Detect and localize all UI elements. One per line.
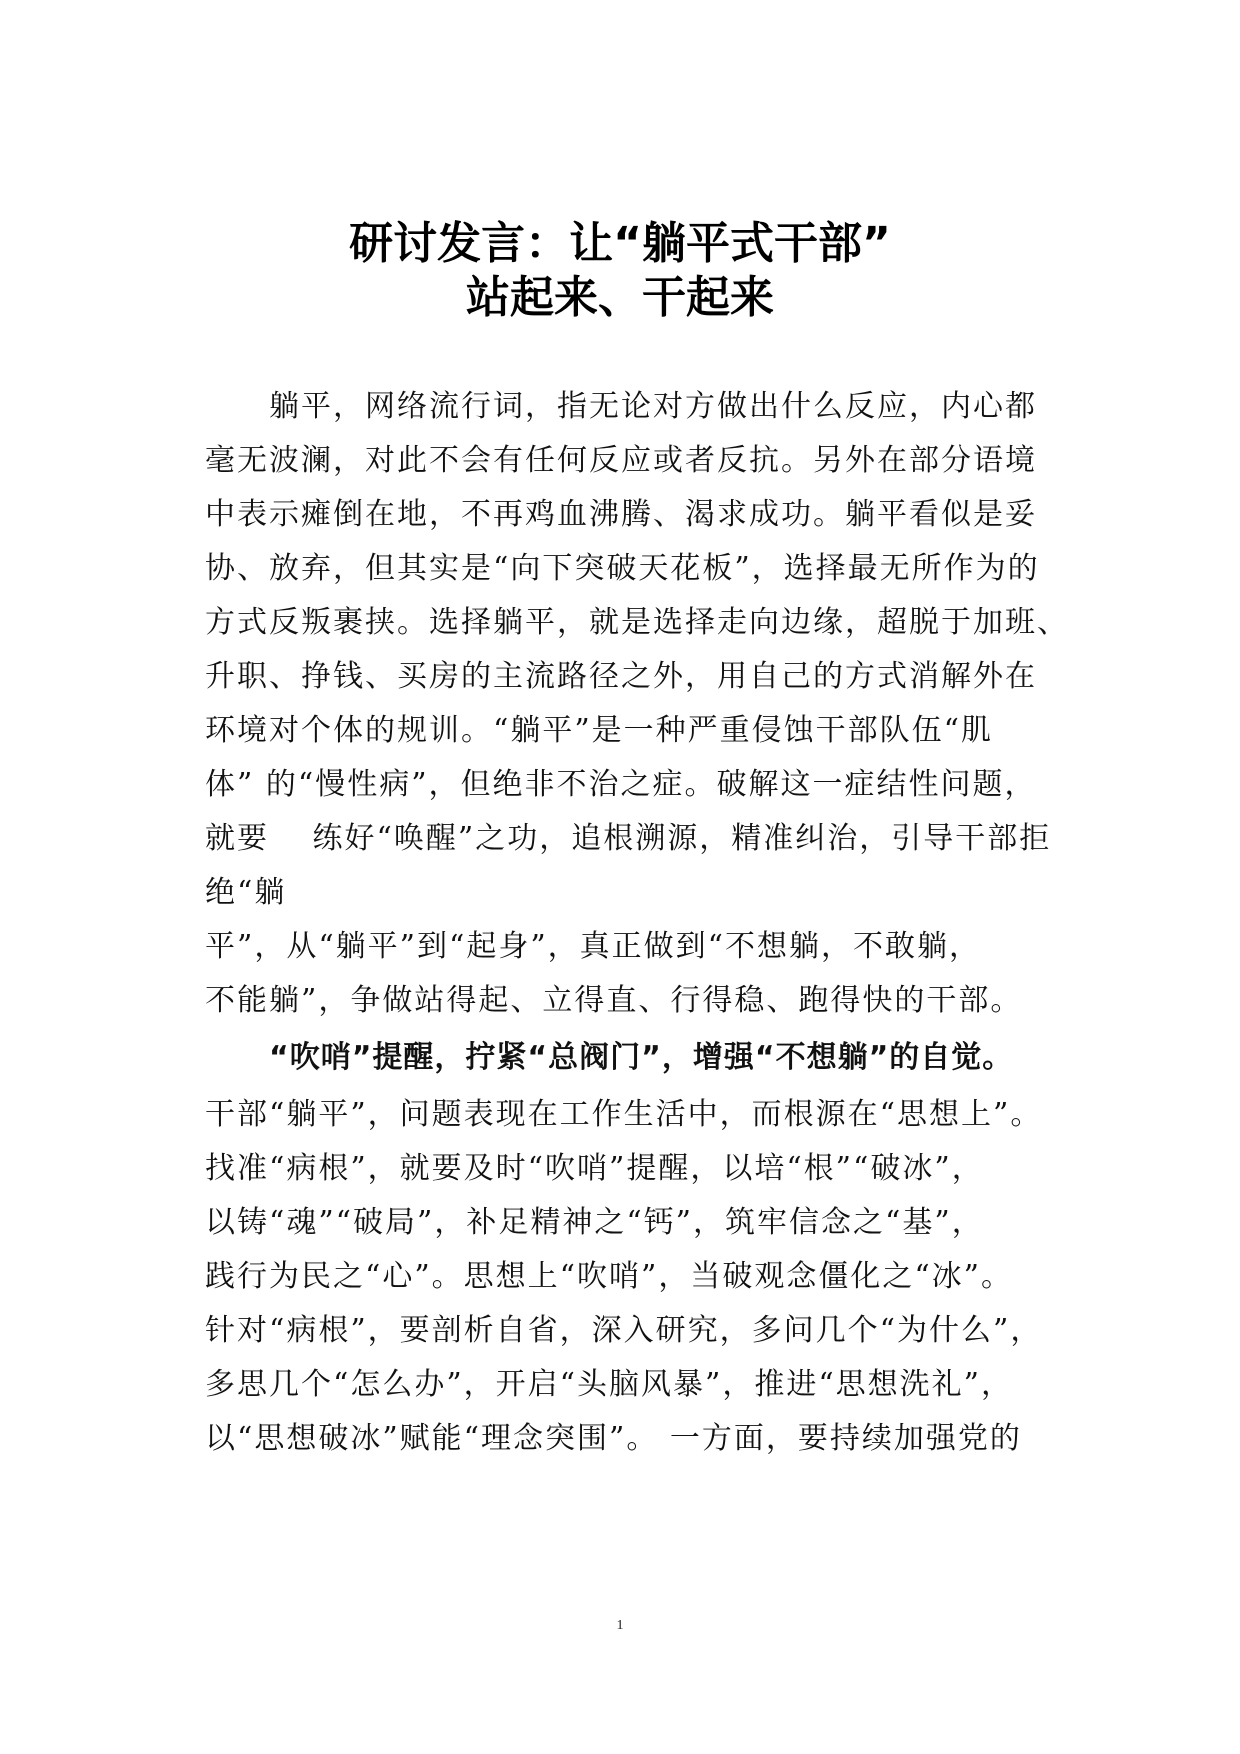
section-heading: “吹哨”提醒，拧紧“总阀门”，增强“不想躺”的自觉。 xyxy=(269,1040,1014,1075)
paragraph-line: 针对“病根”，要剖析自省，深入研究，多问几个“为什么”， xyxy=(205,1313,1043,1348)
paragraph-line: 以铸“魂”“破局”，补足精神之“钙”，筑牢信念之“基”， xyxy=(205,1205,984,1240)
paragraph-line: 找准“病根”，就要及时“吹哨”提醒，以培“根”“破冰”， xyxy=(205,1151,984,1186)
document-body xyxy=(205,380,1085,1466)
paragraph-line: 不能躺”，争做站得起、立得直、行得稳、跑得快的干部。 xyxy=(205,983,1023,1018)
paragraph-line: 躺平，网络流行词，指无论对方做出什么反应，内心都 xyxy=(269,389,1037,424)
paragraph-line: 协、放弃，但其实是“向下突破天花板”，选择最无所作为的 xyxy=(205,551,1040,586)
paragraph-line: 升职、挣钱、买房的主流路径之外，用自己的方式消解外在 xyxy=(205,659,1037,694)
paragraph-line: 绝“躺 xyxy=(205,875,287,910)
paragraph-line: 就要 练好“唤醒”之功，追根溯源，精准纠治，引导干部拒 xyxy=(205,821,1052,856)
paragraph-line: 以“思想破冰”赋能“理念突围”。 一方面，要持续加强党的 xyxy=(205,1421,1022,1456)
title-line-2: 站起来、干起来 xyxy=(466,272,774,323)
paragraph-line: 体” 的“慢性病”，但绝非不治之症。破解这一症结性问题， xyxy=(205,767,1037,802)
paragraph-line: 践行为民之“心”。思想上“吹哨”，当破观念僵化之“冰”。 xyxy=(205,1259,1014,1294)
paragraph-line: 中表示瘫倒在地，不再鸡血沸腾、渴求成功。躺平看似是妥 xyxy=(205,497,1037,532)
paragraph-line: 环境对个体的规训。“躺平”是一种严重侵蚀干部队伍“肌 xyxy=(205,713,994,748)
title-line-1: 研讨发言：让“躺平式干部” xyxy=(349,218,891,269)
paragraph-line: 平”，从“躺平”到“起身”，真正做到“不想躺，不敢躺， xyxy=(205,929,982,964)
page-number: 1 xyxy=(616,1618,624,1633)
paragraph-line: 干部“躺平”，问题表现在工作生活中，而根源在“思想上”。 xyxy=(205,1097,1043,1132)
paragraph-line: 多思几个“怎么办”，开启“头脑风暴”，推进“思想洗礼”， xyxy=(205,1367,1014,1402)
paragraph-line: 毫无波澜，对此不会有任何反应或者反抗。另外在部分语境 xyxy=(205,443,1037,478)
paragraph-line: 方式反叛裹挟。选择躺平，就是选择走向边缘，超脱于加班、 xyxy=(205,605,1069,640)
